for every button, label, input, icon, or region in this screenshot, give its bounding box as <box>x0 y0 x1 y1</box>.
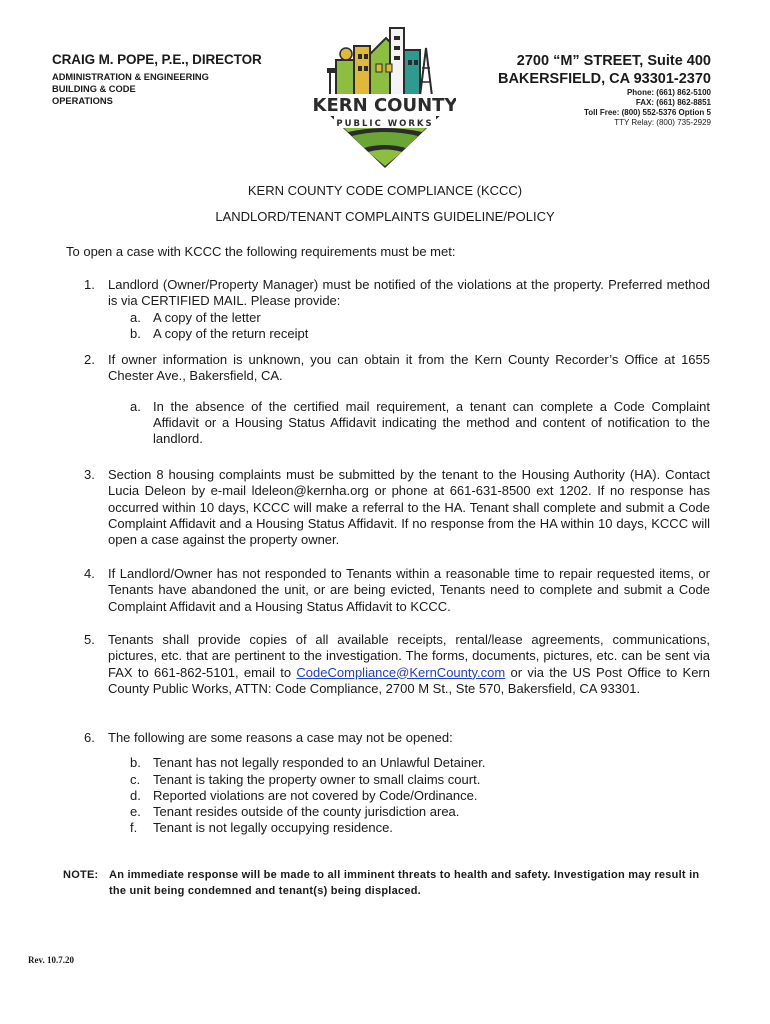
list-item <box>84 566 710 615</box>
item-number: 1. <box>84 277 95 292</box>
fax: FAX: (661) 862-8851 <box>635 98 711 107</box>
address-line2: BAKERSFIELD, CA 93301-2370 <box>497 71 711 87</box>
item-number: 2. <box>84 352 95 367</box>
item-text: Section 8 housing complaints must be submitted by the tenant to the Housing Authority (HA). Contact Lucia Deleon by e-mail ldeleon@kernha.org or phone at 661-631-8500 ext 1202. If no response has occurred within 10 days, KCCC will make a referral to the HA. Tenant shall complete and submit a Code Complaint Affidavit and a Housing Status Affidavit. If no response from the HA within 10 days, KCCC will open a case against the property owner. <box>108 467 710 548</box>
item-number: 3. <box>84 467 95 482</box>
header-left <box>52 52 262 107</box>
note-label: NOTE: <box>63 869 99 881</box>
item-number: 4. <box>84 566 95 581</box>
department-line: ADMINISTRATION & ENGINEERING <box>52 72 209 82</box>
address-line1: 2700 “M” STREET, Suite 400 <box>516 53 711 69</box>
email-link[interactable]: CodeCompliance@KernCounty.com <box>296 664 506 680</box>
sub-item: a. In the absence of the certified mail requirement, a tenant can complete a Code Complaint Affidavit or a Housing Status Affidavit indicating the method and content of notification to the landlord. <box>130 398 710 447</box>
item-text: The following are some reasons a case may not be opened: <box>108 730 453 745</box>
tty-relay: TTY Relay: (800) 735-2929 <box>614 118 711 127</box>
list-item <box>84 277 710 342</box>
department-line: OPERATIONS <box>52 96 113 106</box>
sub-item: d. Reported violations are not covered by Code/Ordinance. <box>130 787 478 803</box>
director-name: CRAIG M. POPE, P.E., DIRECTOR <box>52 52 262 67</box>
list-item <box>84 632 710 697</box>
sub-item: c. Tenant is taking the property owner to small claims court. <box>130 771 481 787</box>
department-line: BUILDING & CODE <box>52 84 136 94</box>
sub-item: b. A copy of the return receipt <box>130 325 309 341</box>
sub-item: e. Tenant resides outside of the county jurisdiction area. <box>130 804 460 820</box>
item-text: Landlord (Owner/Property Manager) must be notified of the violations at the property. Preferred method is via CERTIFIED MAIL. Please provide: <box>108 277 710 309</box>
list-item <box>84 730 710 837</box>
item-text: If Landlord/Owner has not responded to Tenants within a reasonable time to repair requested items, or Tenants have abandoned the unit, or are being evicted, Tenants need to complete and submit a Code Complaint Affidavit and a Housing Status Affidavit to KCCC. <box>108 566 710 614</box>
sub-item: b. Tenant has not legally responded to an Unlawful Detainer. <box>130 755 486 771</box>
item-text: If owner information is unknown, you can obtain it from the Kern County Recorder’s Office at 1655 Chester Ave., Bakersfield, CA. <box>108 352 710 384</box>
note <box>63 868 711 899</box>
list-item <box>84 467 710 548</box>
phone: Phone: (661) 862-5100 <box>626 88 711 97</box>
list-item <box>84 352 710 447</box>
item-number: 6. <box>84 730 95 745</box>
revision-label: Rev. 10.7.20 <box>28 955 74 965</box>
note-text: An immediate response will be made to all imminent threats to health and safety. Investigation may result in the unit being condemned and tenant(s) being displaced. <box>109 869 700 897</box>
header-right <box>498 52 711 128</box>
item-number: 5. <box>84 632 95 647</box>
toll-free: Toll Free: (800) 552-5376 Option 5 <box>583 108 711 117</box>
logo-subtitle: PUBLIC WORKS <box>336 119 434 129</box>
document-title: KERN COUNTY CODE COMPLIANCE (KCCC) <box>247 183 523 198</box>
item-text: Tenants shall provide copies of all available receipts, rental/lease agreements, communications, pictures, etc. that are pertinent to the investigation. The forms, documents, pictures, etc. can be sent via FAX to 661-862-5101, email to CodeCompliance@KernCounty.com or via the US Post Office to Kern County Public Works, ATTN: Code Compliance, 2700 M St., Ste 570, Bakersfield, CA 93301. <box>108 632 710 696</box>
document-subtitle: LANDLORD/TENANT COMPLAINTS GUIDELINE/POLICY <box>215 209 555 224</box>
logo-name: KERN COUNTY <box>314 95 456 116</box>
intro-text: To open a case with KCCC the following requirements must be met: <box>66 244 456 259</box>
kern-county-public-works-logo <box>314 20 456 170</box>
sub-item: a. A copy of the letter <box>130 309 261 325</box>
sub-item: f. Tenant is not legally occupying residence. <box>130 820 393 836</box>
